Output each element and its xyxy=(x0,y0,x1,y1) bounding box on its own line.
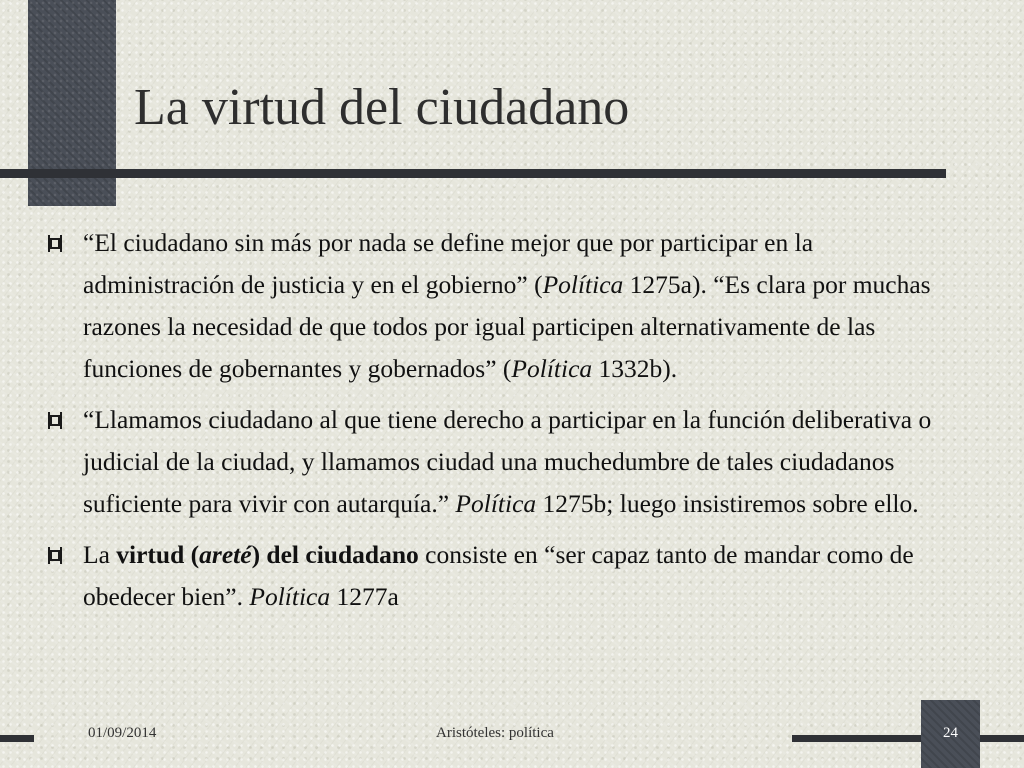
text-segment: consiste en “ser capaz tanto de mandar como de obedecer bien”. xyxy=(83,540,914,611)
text-segment: La xyxy=(83,540,117,569)
bullet-icon xyxy=(47,412,63,429)
slide-body xyxy=(40,222,970,627)
text-segment: 1275b; luego insistiremos sobre ello. xyxy=(536,489,919,518)
bullet-text xyxy=(83,540,914,611)
slide-title: La virtud del ciudadano xyxy=(134,79,630,136)
footer-date: 01/09/2014 xyxy=(88,725,157,741)
text-segment: 1332b). xyxy=(592,354,678,383)
text-segment: “El ciudadano sin más por nada se define mejor que por participar en la administración de justicia y en el gobierno” ( xyxy=(83,228,814,299)
text-segment: Política xyxy=(455,489,537,518)
text-segment: ) del ciudadano xyxy=(251,540,419,569)
bullet-item xyxy=(40,222,970,390)
text-segment: 1275a). “Es clara por muchas razones la necesidad de que todos por igual participen alternativamente de las funciones de gobernantes y gobernados” ( xyxy=(83,270,931,383)
text-segment: Política xyxy=(249,582,331,611)
bullet-item xyxy=(40,399,970,525)
footer-bar-left xyxy=(0,735,34,742)
bullet-item xyxy=(40,534,970,618)
footer-bar-right xyxy=(792,735,1024,742)
text-segment: virtud ( xyxy=(116,540,200,569)
page-number: 24 xyxy=(943,725,958,741)
bullet-text xyxy=(83,405,931,518)
bullet-icon xyxy=(47,547,63,564)
bullet-icon xyxy=(47,235,63,252)
footer-title: Aristóteles: política xyxy=(436,725,554,741)
text-segment: 1277a xyxy=(330,582,399,611)
text-segment: “Llamamos ciudadano al que tiene derecho a participar en la función deliberativa o judicial de la ciudad, y llamamos ciudad una muchedumbre de tales ciudadanos suficiente para vivir con autarquía.” xyxy=(83,405,932,518)
text-segment: areté xyxy=(199,540,252,569)
title-underline-bar xyxy=(0,169,946,178)
bullet-text xyxy=(83,228,931,383)
text-segment: Política xyxy=(542,270,624,299)
text-segment: Política xyxy=(511,354,593,383)
